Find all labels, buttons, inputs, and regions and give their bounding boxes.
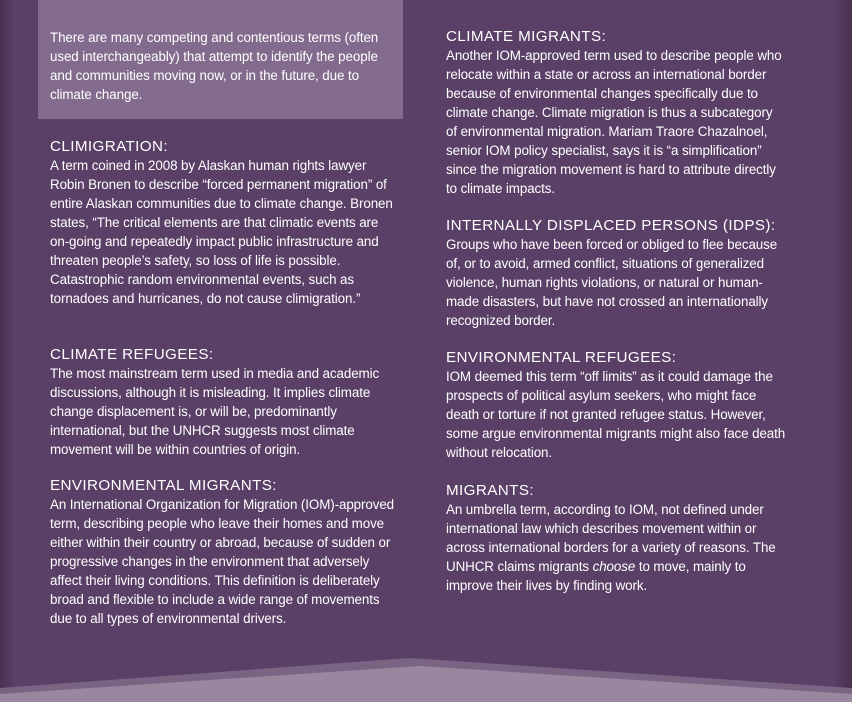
section-migrants <box>446 481 786 595</box>
section-body: Another IOM-approved term used to describe people who relocate within a state or across an international border because of environmental changes specifically due to climate change. Climate migration is thus a subcategory of environmental migration. Mariam Traore Chazalnoel, senior IOM policy specialist, says it is “a simplification” since the migration movement is hard to attribute directly to climate impacts. <box>446 48 782 196</box>
bottom-decorative-band <box>0 652 852 702</box>
intro-text: There are many competing and contentious terms (often used interchangeably) that attempt to identify the people and communities moving now, or in the future, due to climate change. <box>50 30 379 102</box>
section-body: A term coined in 2008 by Alaskan human rights lawyer Robin Bronen to describe “forced permanent migration” of entire Alaskan communities due to climate change. Bronen states, “The critical elements are that climatic events are on-going and repeatedly impact public infrastructure and threaten people’s safety, so loss of life is possible. Catastrophic random environmental events, such as tornadoes and hurricanes, do not cause climigration.” <box>50 158 393 306</box>
section-climate-refugees <box>50 345 400 459</box>
section-body-part: to move, mainly to improve their lives by finding work. <box>446 559 746 593</box>
section-environmental-refugees <box>446 348 786 462</box>
section-climigration <box>50 137 400 308</box>
section-title: ENVIRONMENTAL REFUGEES: <box>446 349 677 366</box>
section-body: Groups who have been forced or obliged to flee because of, or to avoid, armed conflict, situations of generalized violence, human rights violations, or natural or human-made disasters, but have not crossed an internationally recognized border. <box>446 237 778 328</box>
section-title: CLIMATE MIGRANTS: <box>446 28 607 45</box>
section-climate-migrants <box>446 27 786 198</box>
intro-box <box>38 0 403 119</box>
left-edge-shade <box>0 0 14 702</box>
right-edge-shade <box>834 0 852 702</box>
section-body: The most mainstream term used in media and academic discussions, although it is misleading. It implies climate change displacement is, or will be, predominantly international, but the UNHCR suggests most climate movement will be within countries of origin. <box>50 366 380 457</box>
section-title: INTERNALLY DISPLACED PERSONS (IDPS): <box>446 217 776 234</box>
section-environmental-migrants <box>50 476 400 628</box>
section-body: IOM deemed this term “off limits” as it could damage the prospects of political asylum seekers, who might face death or torture if not granted refugee status. However, some argue environmental migrants might also face death without relocation. <box>446 369 786 460</box>
section-title: CLIMIGRATION: <box>50 138 168 155</box>
section-title: ENVIRONMENTAL MIGRANTS: <box>50 477 277 494</box>
section-idps <box>446 216 786 330</box>
section-title: CLIMATE REFUGEES: <box>50 346 214 363</box>
section-body-emphasis: choose <box>592 559 636 574</box>
section-body <box>446 500 786 595</box>
section-title: MIGRANTS: <box>446 482 534 499</box>
section-body-part: An umbrella term, according to IOM, not defined under international law which describes movement within or across international borders for a variety of reasons. The UNHCR claims migrants <box>446 502 776 574</box>
section-body: An International Organization for Migration (IOM)-approved term, describing people who leave their homes and move either within their country or abroad, because of sudden or progressive changes in the environment that adversely affect their living conditions. This definition is deliberately broad and flexible to include a wide range of movements due to all types of environmental drivers. <box>50 497 395 626</box>
